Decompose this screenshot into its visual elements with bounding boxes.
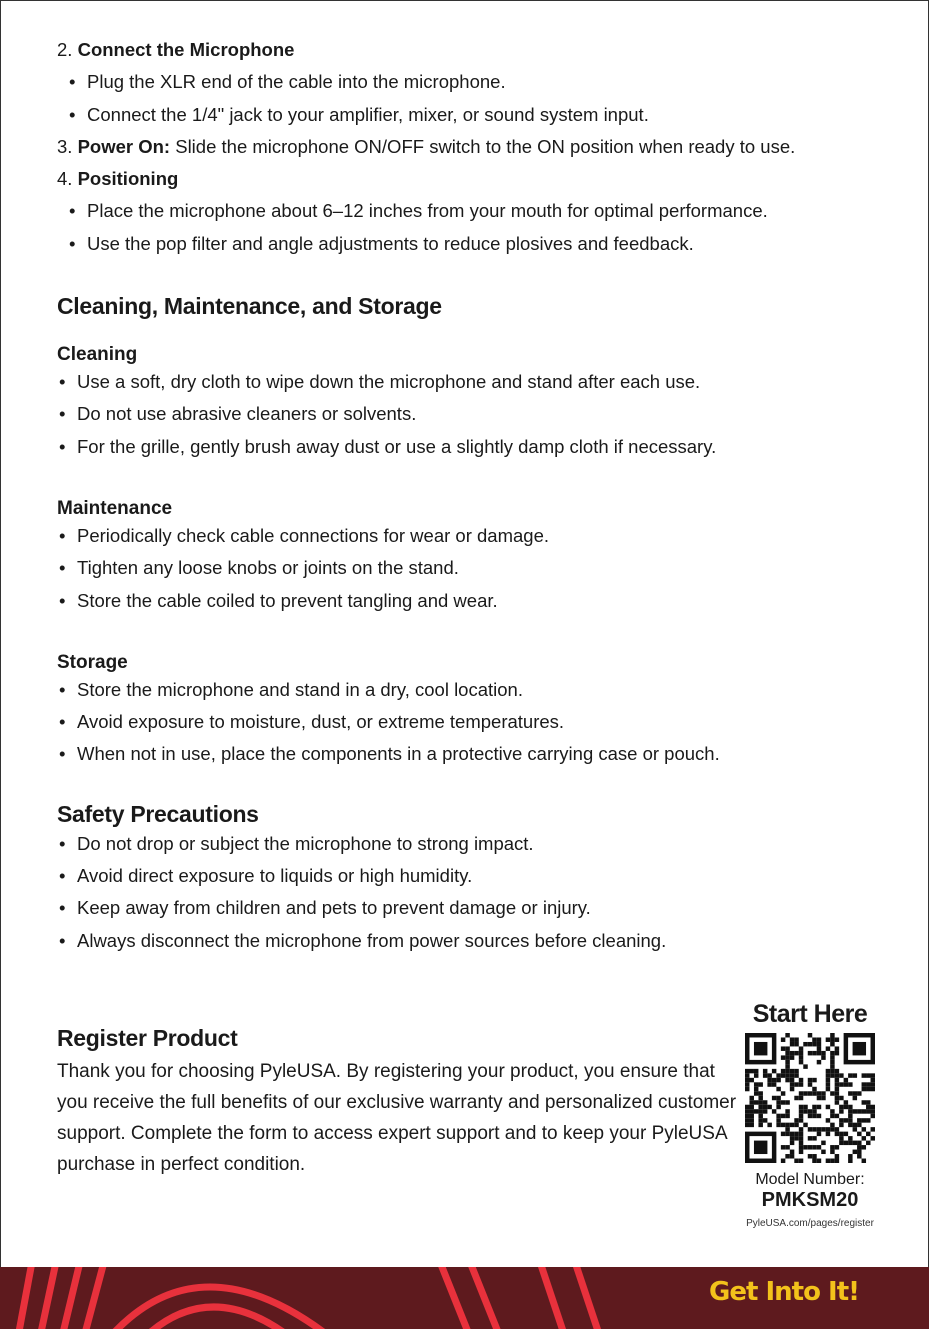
qr-code-icon[interactable] [745,1033,875,1163]
list-item: • Store the cable coiled to prevent tangling and wear. [59,589,498,611]
model-number-label: Model Number: [755,1171,865,1188]
model-number: PMKSM20 [761,1189,859,1211]
list-item: • Tighten any loose knobs or joints on the stand. [59,557,459,579]
list-item: • Use the pop filter and angle adjustments to reduce plosives and feedback. [69,232,694,254]
list-item: • Avoid direct exposure to liquids or high humidity. [59,865,473,887]
subheading-storage: Storage [57,651,128,673]
list-item: • Avoid exposure to moisture, dust, or extreme temperatures. [59,711,565,733]
step-connect-heading: 2. Connect the Microphone [57,39,295,60]
list-item: • Connect the 1/4" jack to your amplifier, mixer, or sound system input. [69,103,649,125]
subheading-maintenance: Maintenance [57,497,173,519]
qr-registration-block [740,1000,880,1229]
register-url[interactable]: PyleUSA.com/pages/register [746,1218,874,1229]
list-item: • Plug the XLR end of the cable into the microphone. [69,71,506,93]
list-item: • Use a soft, dry cloth to wipe down the microphone and stand after each use. [59,371,701,393]
step-power: 3. Power On: Slide the microphone ON/OFF switch to the ON position when ready to use. [57,135,796,157]
list-item: • Periodically check cable connections for wear or damage. [59,524,549,546]
brand-tagline: Get Into It! [709,1277,859,1307]
list-item: • Do not use abrasive cleaners or solvents. [59,403,417,425]
list-item: • Keep away from children and pets to prevent damage or injury. [59,897,591,919]
list-item: • Place the microphone about 6–12 inches from your mouth for optimal performance. [69,200,768,222]
start-here-heading: Start Here [752,1000,868,1028]
list-item: • Do not drop or subject the microphone to strong impact. [59,832,534,854]
section-heading-cleaning-maintenance-storage: Cleaning, Maintenance, and Storage [57,293,442,320]
section-heading-safety: Safety Precautions [57,800,259,827]
list-item: • Always disconnect the microphone from power sources before cleaning. [59,929,667,951]
section-heading-register: Register Product [57,1024,238,1051]
list-item: • Store the microphone and stand in a dry, cool location. [59,678,523,700]
list-item: • When not in use, place the components in a protective carrying case or pouch. [59,743,720,765]
step-positioning-heading: 4. Positioning [57,168,179,190]
subheading-cleaning: Cleaning [57,344,138,366]
list-item: • For the grille, gently brush away dust or use a slightly damp cloth if necessary. [59,435,717,457]
footer-band [0,1267,929,1329]
register-paragraph: Thank you for choosing PyleUSA. By registering your product, you ensure that you receive the full benefits of our exclusive warranty and personalized customer support. Complete the form to access expert support and to keep your PyleUSA purchase in perfect condition. [57,1060,737,1175]
